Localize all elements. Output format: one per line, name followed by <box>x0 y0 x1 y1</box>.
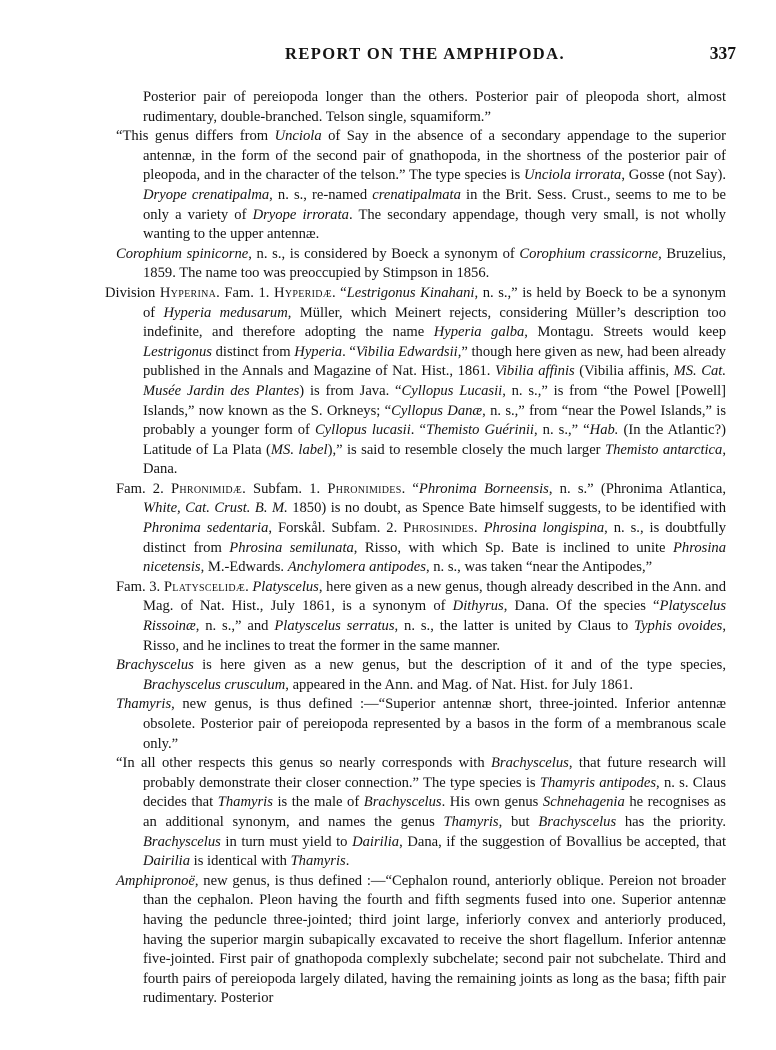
paragraph-5: Fam. 2. Phronimidæ. Subfam. 1. Phronimides. “Phronima Borneensis, n. s.” (Phronima Atlantica, White, Cat. Crust. B. M. 1850) is no doubt, as Spence Bate himself suggests, to be identified with Phronima sedentaria, Forskål. Subfam. 2. Phrosinides. Phrosina longispina, n. s., is doubtfully distinct from Phrosina semilunata, Risso, with which Sp. Bate is inclined to unite Phrosina nicetensis, M.-Edwards. Anchylomera antipodes, n. s., was taken “near the Antipodes,” <box>116 480 727 576</box>
paragraph-3: Corophium spinicorne, n. s., is considered by Boeck a synonym of Corophium crassicorne, Bruzelius, 1859. The name too was preoccupied by Stimpson in 1856. <box>116 245 726 282</box>
page-number: 337 <box>709 43 736 63</box>
running-title: REPORT ON THE AMPHIPODA. <box>285 44 565 63</box>
paragraph-6: Fam. 3. Platyscelidæ. Platyscelus, here given as a new genus, though already described in the Ann. and Mag. of Nat. Hist., July 1861, is a synonym of Dithyrus, Dana. Of the species “Platyscelus Rissoinæ, n. s.,” and Platyscelus serratus, n. s., the latter is united by Claus to Typhis ovoides, Risso, and he inclines to treat the former in the same manner. <box>116 578 727 654</box>
paragraph-2: “This genus differs from Unciola of Say in the absence of a secondary appendage to the superior antennæ, in the form of the second pair of gnathopoda, in the shortness of the posterior pair of pleopoda, and in the character of the telson.” The type species is Unciola irrorata, Gosse (not Say). Dryope crenatipalma, n. s., re-named crenatipalmata in the Brit. Sess. Crust., seems to me to be only a variety of Dryope irrorata. The secondary appendage, though very small, is not wholly wanting to the upper antennæ. <box>116 128 726 243</box>
page-body <box>105 88 727 1009</box>
paragraph-7: Brachyscelus is here given as a new genus, but the description of it and of the type species, Brachyscelus crusculum, appeared in the Ann. and Mag. of Nat. Hist. for July 1861. <box>116 657 726 693</box>
paragraph-10: Amphipronoë, new genus, is thus defined :—“Cephalon round, anteriorly oblique. Pereion not broader than the cephalon. Pleon having the fourth and fifth segments fused into one. Superior antennæ having the peduncle three-jointed; third joint large, inferiorly convex and anteriorly produced, having the superior margin subapically excavated to receive the short flagellum. Inferior antennæ five-jointed. First pair of gnathopoda complexly subchelate; second pair not subchelate. Third and fourth pairs of pereiopoda largely dilated, having the remaining joints as long as the basa; fifth pair rudimentary. Posterior <box>116 872 726 1007</box>
paragraph-9: “In all other respects this genus so nearly corresponds with Brachyscelus, that future research will probably demonstrate their closer connection.” The type species is Thamyris antipodes, n. s. Claus decides that Thamyris is the male of Brachyscelus. His own genus Schnehagenia he recognises as an additional synonym, and names the genus Thamyris, but Brachyscelus has the priority. Brachyscelus in turn must yield to Dairilia, Dana, if the suggestion of Bovallius be accepted, that Dairilia is identical with Thamyris. <box>116 755 727 870</box>
paragraph-4: Division Hyperina. Fam. 1. Hyperidæ. “Lestrigonus Kinahani, n. s.,” is held by Boeck to be a synonym of Hyperia medusarum, Müller, which Meinert rejects, considering Müller’s description too indefinite, and therefore adopting the name Hyperia galba, Montagu. Streets would keep Lestrigonus distinct from Hyperia. “Vibilia Edwardsii,” though here given as new, had been already published in the Annals and Magazine of Nat. Hist., 1861. Vibilia affinis (Vibilia affinis, MS. Cat. Musée Jardin des Plantes) is from Java. “Cyllopus Lucasii, n. s.,” is from “the Powel [Powell] Islands,” now known as the S. Orkneys; “Cyllopus Danæ, n. s.,” from “near the Powel Islands,” is probably a younger form of Cyllopus lucasii. “Themisto Guérinii, n. s.,” “Hab. (In the Atlantic?) Latitude of La Plata (MS. label),” is said to resemble closely the much larger Themisto antarctica, Dana. <box>105 284 727 478</box>
paragraph-1: Posterior pair of pereiopoda longer than the others. Posterior pair of pleopoda short, almost rudimentary, double-branched. Telson single, squamiform.” <box>143 89 726 125</box>
paragraph-8: Thamyris, new genus, is thus defined :—“Superior antennæ short, three-jointed. Inferior antennæ obsolete. Posterior pair of pereiopoda represented by a basos in the form of a membranous scale only.” <box>116 696 726 752</box>
page-header <box>114 44 736 68</box>
